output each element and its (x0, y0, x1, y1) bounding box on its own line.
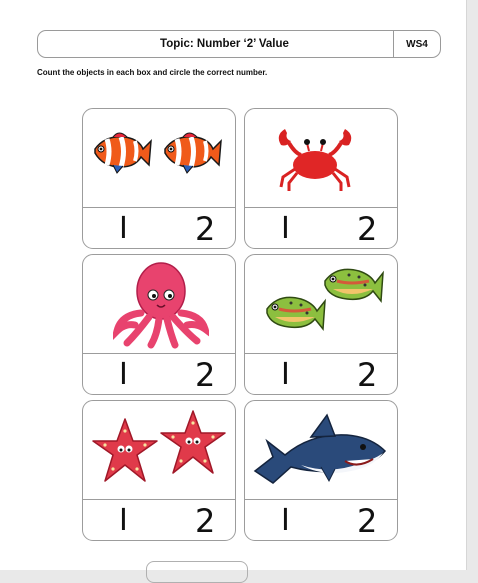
answer-row (83, 207, 235, 249)
answer-row (245, 207, 397, 249)
option-two[interactable]: 2 (357, 502, 378, 540)
clownfish-icon (91, 129, 153, 175)
counting-card-clownfish (82, 108, 236, 249)
option-two[interactable]: 2 (357, 356, 378, 394)
option-two[interactable]: 2 (195, 210, 216, 248)
option-two[interactable]: 2 (357, 210, 378, 248)
answer-row (83, 353, 235, 395)
option-one[interactable]: I (281, 211, 290, 246)
option-one[interactable]: I (119, 211, 128, 246)
topic-title: Topic: Number ‘2’ Value (160, 38, 289, 50)
option-two[interactable]: 2 (195, 356, 216, 394)
trout-icon (261, 289, 327, 337)
trout-picture (245, 255, 397, 353)
octopus-picture (83, 255, 235, 353)
topic-header (37, 30, 441, 58)
option-two[interactable]: 2 (195, 502, 216, 540)
shark-picture (245, 401, 397, 499)
option-one[interactable]: I (281, 503, 290, 538)
option-one[interactable]: I (119, 503, 128, 538)
trout-icon (319, 261, 385, 309)
option-one[interactable]: I (119, 357, 128, 392)
clownfish-icon (161, 129, 223, 175)
octopus-icon (113, 259, 209, 349)
crab-icon (273, 121, 357, 193)
counting-card-trout (244, 254, 398, 395)
counting-card-octopus (82, 254, 236, 395)
instruction-text: Count the objects in each box and circle the correct number. (37, 68, 268, 77)
answer-row (245, 499, 397, 541)
clownfish-picture (83, 109, 235, 207)
answer-row (245, 353, 397, 395)
counting-card-shark (244, 400, 398, 541)
starfish-icon (91, 415, 159, 487)
starfish-icon (159, 407, 227, 479)
next-card-edge (146, 561, 248, 583)
counting-card-starfish (82, 400, 236, 541)
crab-picture (245, 109, 397, 207)
worksheet-code: WS4 (393, 31, 440, 57)
option-one[interactable]: I (281, 357, 290, 392)
shark-icon (251, 411, 391, 491)
answer-row (83, 499, 235, 541)
counting-card-crab (244, 108, 398, 249)
starfish-picture (83, 401, 235, 499)
